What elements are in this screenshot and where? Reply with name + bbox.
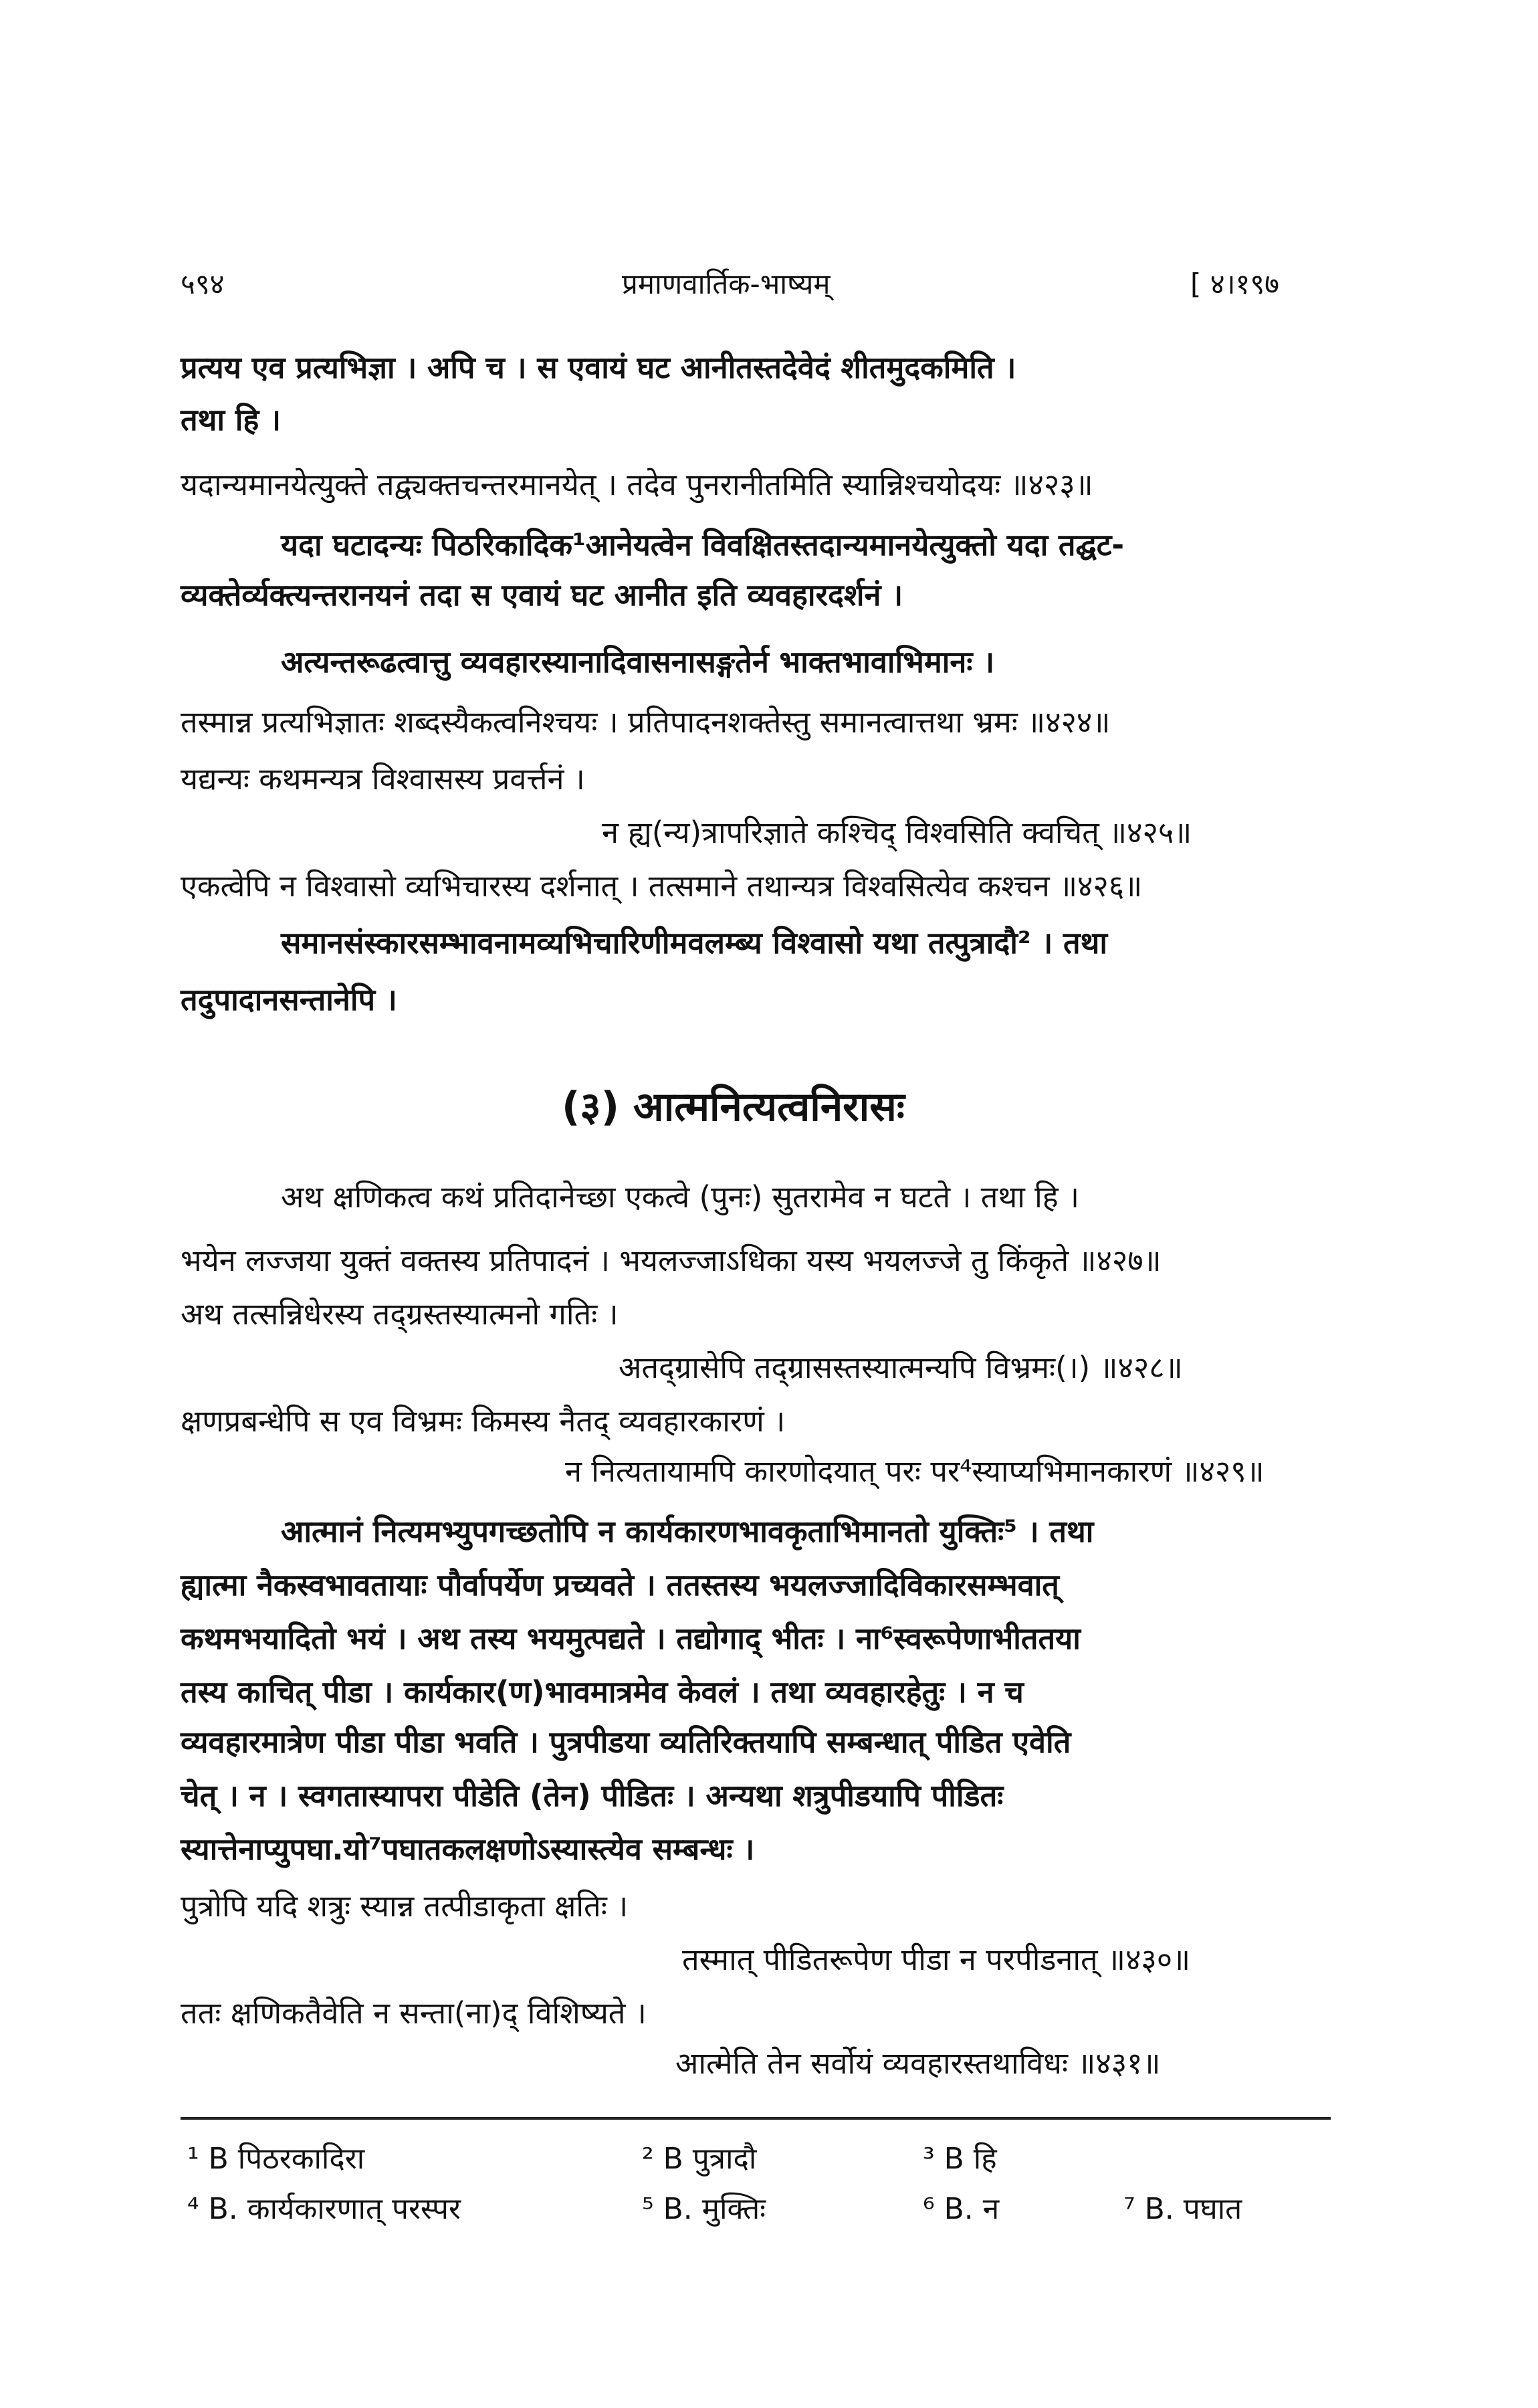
footnote: ⁴ B. कार्यकारणात् परस्पर <box>187 2192 461 2226</box>
verse-line: न ह्य(न्य)त्रापरिज्ञाते कश्चिद् विश्वसिति क्वचित् ॥४२५॥ <box>602 815 1192 850</box>
text-line: व्यवहारमात्रेण पीडा पीडा भवति । पुत्रपीडया व्यतिरिक्तयापि सम्बन्धात् पीडित एवेति <box>181 1724 1071 1760</box>
footnote: ⁵ B. मुक्तिः <box>642 2192 766 2226</box>
footnote: ⁶ B. न <box>923 2192 1000 2226</box>
verse-line: एकत्वेपि न विश्वासो व्यभिचारस्य दर्शनात् । तत्समाने तथान्यत्र विश्वसित्येव कश्चन ॥४२६॥ <box>181 868 1143 904</box>
footnote-divider <box>181 2117 1331 2120</box>
text-line: आत्मानं नित्यमभ्युपगच्छतोपि न कार्यकारणभावकृताभिमानतो युक्तिः⁵ । तथा <box>281 1514 1094 1549</box>
text-line: क्षणप्रबन्धेपि स एव विभ्रमः किमस्य नैतद् व्यवहारकारणं । <box>181 1403 786 1439</box>
text-line: यदा घटादन्यः पिठरिकादिक¹आनेयत्वेन विवक्षितस्तदान्यमानयेत्युक्तो यदा तद्घट- <box>281 527 1125 563</box>
text-line: ह्यात्मा नैकस्वभावतायाः पौर्वापर्येण प्रच्यवते । ततस्तस्य भयलज्जादिविकारसम्भवात् <box>181 1567 1059 1603</box>
section-reference: [ ४।१९७ <box>1190 268 1280 300</box>
verse-line: ततः क्षणिकतैवेति न सन्ता(ना)द् विशिष्यते । <box>181 1995 647 2031</box>
footnote: ³ B हि <box>923 2142 997 2176</box>
text-line: तथा हि । <box>181 402 281 437</box>
text-line: स्यात्तेनाप्युपघा.यो⁷पघातकलक्षणोऽस्यास्त्येव सम्बन्धः । <box>181 1831 755 1867</box>
text-line: तस्य काचित् पीडा । कार्यकार(ण)भावमात्रमेव केवलं । तथा व्यवहारहेतुः । न च <box>181 1674 1024 1710</box>
verse-line: आत्मेति तेन सर्वोयं व्यवहारस्तथाविधः ॥४३१॥ <box>675 2045 1161 2081</box>
verse-line: पुत्रोपि यदि शत्रुः स्यान्न तत्पीडाकृता क्षतिः । <box>181 1888 629 1924</box>
text-line: अथ क्षणिकत्व कथं प्रतिदानेच्छा एकत्वे (पुनः) सुतरामेव न घटते । तथा हि । <box>281 1179 1080 1215</box>
verse-line: अतद्ग्रासेपि तद्ग्रासस्तस्यात्मन्यपि विभ्रमः(।) ॥४२८॥ <box>619 1350 1183 1385</box>
verse-line: तस्मात् पीडितरूपेण पीडा न परपीडनात् ॥४३०॥ <box>682 1942 1191 1977</box>
verse-line: अथ तत्सन्निधेरस्य तद्ग्रस्तस्यात्मनो गतिः । <box>181 1296 619 1332</box>
footnote: ⁷ B. पघात <box>1123 2192 1242 2226</box>
footnote: ² B पुत्रादौ <box>642 2142 757 2176</box>
footnote: ¹ B पिठरकादिरा <box>187 2142 365 2176</box>
text-line: समानसंस्कारसम्भावनामव्यभिचारिणीमवलम्ब्य विश्वासो यथा तत्पुत्रादौ² । तथा <box>281 925 1108 961</box>
verse-line: न नित्यतायामपि कारणोदयात् परः पर⁴स्याप्यभिमानकारणं ॥४२९॥ <box>565 1453 1265 1489</box>
text-line: अत्यन्तरूढत्वात्तु व्यवहारस्यानादिवासनासङ्गतेर्न भाक्तभावाभिमानः । <box>281 644 995 680</box>
page-number: ५९४ <box>181 268 225 300</box>
verse-line: यदान्यमानयेत्युक्ते तद्व्यक्तचन्तरमानयेत् । तदेव पुनरानीतमिति स्यान्निश्चयोदयः ॥४२३॥ <box>181 467 1093 502</box>
text-line: तदुपादानसन्तानेपि । <box>181 982 397 1017</box>
verse-line: भयेन लज्जया युक्तं वक्तस्य प्रतिपादनं । भयलज्जाऽधिका यस्य भयलज्जे तु किंकृते ॥४२७॥ <box>181 1243 1162 1278</box>
running-title: प्रमाणवार्तिक-भाष्यम् <box>622 268 831 300</box>
text-line: चेत् । न । स्वगतास्यापरा पीडेति (तेन) पीडितः । अन्यथा शत्रुपीडयापि पीडितः <box>181 1778 1004 1813</box>
verse-line: यद्यन्यः कथमन्यत्र विश्वासस्य प्रवर्त्तनं । <box>181 761 585 797</box>
text-line: कथमभयादितो भयं । अथ तस्य भयमुत्पद्यते । तद्योगाद् भीतः । ना⁶स्वरूपेणाभीततया <box>181 1621 1081 1656</box>
text-line: प्रत्यय एव प्रत्यभिज्ञा । अपि च । स एवायं घट आनीतस्तदेवेदं शीतमुदकमिति । <box>181 350 1016 385</box>
text-line: व्यक्तेर्व्यक्त्यन्तरानयनं तदा स एवायं घट आनीत इति व्यवहारदर्शनं । <box>181 577 903 613</box>
verse-line: तस्मान्न प्रत्यभिज्ञातः शब्दस्यैकत्वनिश्चयः । प्रतिपादनशक्तेस्तु समानत्वात्तथा भ्रमः ॥४२४॥ <box>181 704 1111 740</box>
section-heading: (३) आत्मनित्यत्वनिरासः <box>562 1084 905 1130</box>
